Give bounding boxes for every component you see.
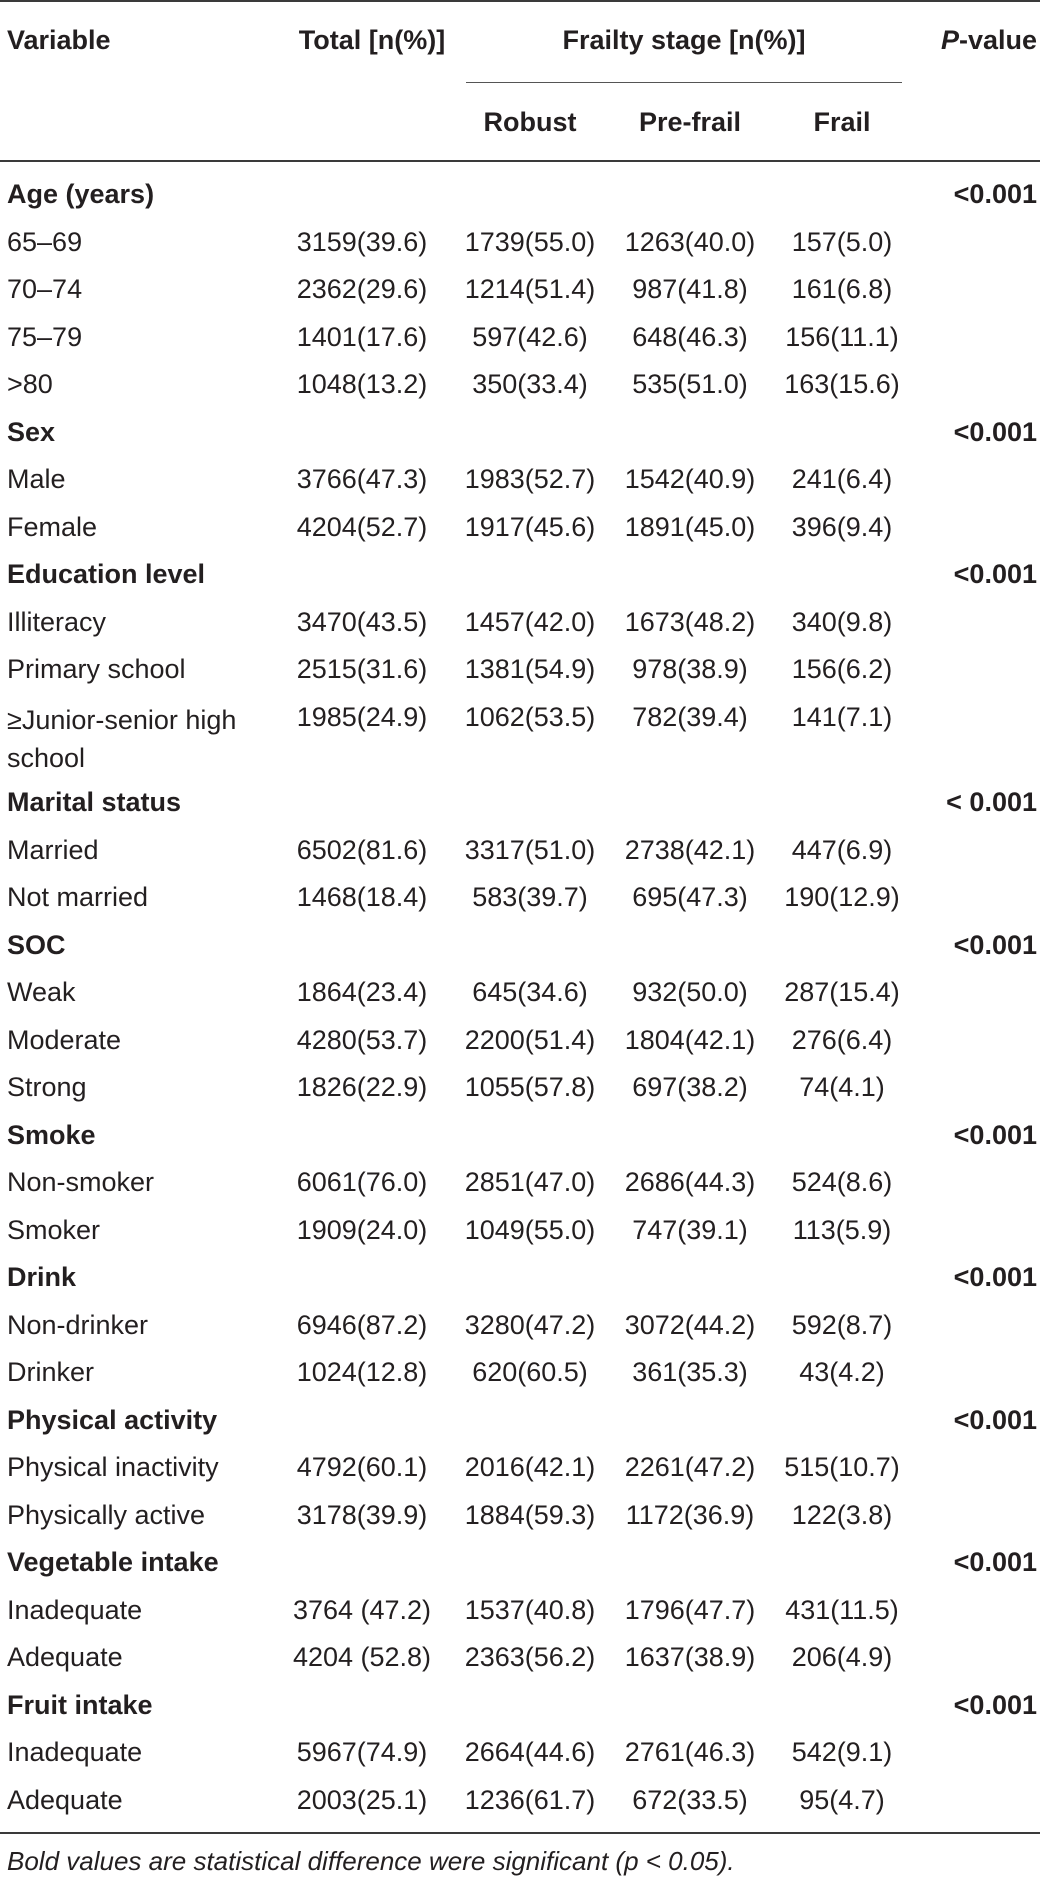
header-pvalue-p: P bbox=[940, 25, 959, 55]
section-title: Drink bbox=[7, 1262, 77, 1292]
cell-frail: 122(3.8) bbox=[791, 1499, 893, 1530]
header-robust: Robust bbox=[483, 107, 577, 137]
cell-prefrail: 1891(45.0) bbox=[624, 511, 756, 542]
section-title: Fruit intake bbox=[7, 1689, 153, 1720]
cell-robust: 3317(51.0) bbox=[464, 834, 596, 865]
cell-robust: 583(39.7) bbox=[472, 882, 588, 912]
row-label: ≥Junior-senior high school bbox=[7, 704, 237, 773]
cell-frail: 340(9.8) bbox=[791, 606, 893, 637]
cell-prefrail: 1637(38.9) bbox=[624, 1642, 756, 1672]
cell-robust: 1917(45.6) bbox=[464, 511, 596, 542]
cell-robust: 1055(57.8) bbox=[464, 1072, 596, 1102]
cell-frail: 396(9.4) bbox=[791, 511, 893, 542]
cell-frail: 287(15.4) bbox=[784, 977, 900, 1007]
row-label: Female bbox=[7, 511, 98, 542]
cell-prefrail: 3072(44.2) bbox=[624, 1309, 756, 1340]
row-label: 75–79 bbox=[7, 321, 83, 352]
row-label: Non-smoker bbox=[7, 1167, 155, 1197]
cell-frail: 43(4.2) bbox=[799, 1357, 885, 1387]
cell-robust: 1381(54.9) bbox=[464, 654, 596, 684]
cell-total: 1401(17.6) bbox=[296, 321, 428, 352]
cell-frail: 95(4.7) bbox=[799, 1784, 885, 1815]
frailty-span-rule bbox=[466, 82, 902, 83]
row-label: Physically active bbox=[7, 1499, 206, 1530]
cell-total: 1826(22.9) bbox=[296, 1072, 428, 1102]
cell-robust: 2851(47.0) bbox=[464, 1167, 596, 1197]
cell-total: 2003(25.1) bbox=[296, 1784, 428, 1815]
row-label: 65–69 bbox=[7, 226, 83, 257]
cell-prefrail: 932(50.0) bbox=[632, 977, 748, 1007]
section-pvalue: <0.001 bbox=[953, 179, 1037, 209]
bottom-rule bbox=[0, 1832, 1040, 1834]
cell-total: 2515(31.6) bbox=[296, 654, 428, 684]
section-title: Education level bbox=[7, 559, 206, 589]
cell-robust: 1983(52.7) bbox=[464, 464, 596, 494]
cell-frail: 515(10.7) bbox=[784, 1452, 900, 1482]
cell-total: 2362(29.6) bbox=[296, 274, 428, 304]
section-title: Smoke bbox=[7, 1119, 96, 1150]
cell-frail: 276(6.4) bbox=[791, 1024, 893, 1055]
cell-frail: 206(4.9) bbox=[791, 1642, 893, 1672]
row-label: Strong bbox=[7, 1072, 87, 1102]
cell-robust: 3280(47.2) bbox=[464, 1309, 596, 1340]
cell-total: 6946(87.2) bbox=[296, 1309, 428, 1340]
cell-prefrail: 987(41.8) bbox=[632, 274, 748, 304]
cell-frail: 431(11.5) bbox=[785, 1594, 899, 1625]
cell-prefrail: 697(38.2) bbox=[632, 1072, 748, 1102]
section-pvalue: <0.001 bbox=[953, 1119, 1037, 1150]
section-title: SOC bbox=[7, 929, 66, 960]
row-label: Drinker bbox=[7, 1357, 95, 1387]
cell-prefrail: 695(47.3) bbox=[632, 882, 748, 912]
row-label: Inadequate bbox=[7, 1737, 143, 1767]
cell-prefrail: 2261(47.2) bbox=[624, 1452, 756, 1482]
cell-prefrail: 1542(40.9) bbox=[624, 464, 756, 494]
cell-frail: 542(9.1) bbox=[791, 1737, 893, 1767]
cell-robust: 2016(42.1) bbox=[464, 1452, 596, 1482]
footnote: Bold values are statistical difference were significant (p < 0.05). bbox=[7, 1846, 735, 1876]
section-title: Physical activity bbox=[7, 1404, 218, 1435]
cell-total: 3470(43.5) bbox=[296, 606, 428, 637]
cell-robust: 2664(44.6) bbox=[464, 1737, 596, 1767]
cell-robust: 1062(53.5) bbox=[464, 701, 596, 732]
row-label: Primary school bbox=[7, 654, 186, 684]
section-pvalue: <0.001 bbox=[953, 1547, 1037, 1577]
cell-total: 1985(24.9) bbox=[296, 701, 428, 732]
header-total: Total [n(%)] bbox=[298, 25, 446, 55]
cell-total: 4792(60.1) bbox=[296, 1452, 428, 1482]
cell-frail: 190(12.9) bbox=[784, 882, 900, 912]
cell-total: 1024(12.8) bbox=[296, 1357, 428, 1387]
cell-prefrail: 1263(40.0) bbox=[624, 226, 756, 257]
row-label: Smoker bbox=[7, 1214, 101, 1245]
cell-frail: 113(5.9) bbox=[792, 1214, 892, 1245]
cell-total: 5967(74.9) bbox=[296, 1737, 428, 1767]
cell-robust: 350(33.4) bbox=[472, 369, 588, 399]
cell-robust: 1884(59.3) bbox=[464, 1499, 596, 1530]
header-pvalue bbox=[941, 24, 1037, 56]
section-pvalue: <0.001 bbox=[953, 1262, 1037, 1292]
header-rule bbox=[0, 160, 1040, 162]
cell-prefrail: 648(46.3) bbox=[632, 321, 748, 352]
cell-robust: 1537(40.8) bbox=[464, 1594, 596, 1625]
cell-prefrail: 1172(36.9) bbox=[625, 1499, 755, 1530]
cell-frail: 241(6.4) bbox=[791, 464, 893, 494]
cell-prefrail: 2738(42.1) bbox=[624, 834, 756, 865]
row-label: Inadequate bbox=[7, 1594, 143, 1625]
header-prefrail: Pre-frail bbox=[638, 107, 742, 137]
row-label: Married bbox=[7, 834, 99, 865]
section-title: Vegetable intake bbox=[7, 1547, 219, 1577]
cell-robust: 1236(61.7) bbox=[464, 1784, 596, 1815]
cell-prefrail: 978(38.9) bbox=[632, 654, 748, 684]
cell-total: 4204(52.7) bbox=[296, 511, 428, 542]
cell-prefrail: 2761(46.3) bbox=[624, 1737, 756, 1767]
cell-robust: 620(60.5) bbox=[472, 1357, 588, 1387]
section-pvalue: < 0.001 bbox=[946, 787, 1037, 817]
cell-frail: 141(7.1) bbox=[791, 701, 893, 732]
cell-frail: 592(8.7) bbox=[791, 1309, 893, 1340]
cell-frail: 156(6.2) bbox=[791, 654, 893, 684]
cell-total: 4204 (52.8) bbox=[292, 1642, 432, 1672]
header-pvalue-rest: -value bbox=[958, 25, 1037, 55]
cell-frail: 74(4.1) bbox=[799, 1072, 885, 1102]
cell-total: 6061(76.0) bbox=[296, 1167, 428, 1197]
section-title: Marital status bbox=[7, 787, 182, 817]
section-pvalue: <0.001 bbox=[953, 1404, 1037, 1435]
cell-total: 3766(47.3) bbox=[296, 464, 428, 494]
cell-robust: 645(34.6) bbox=[472, 977, 588, 1007]
cell-prefrail: 2686(44.3) bbox=[624, 1167, 756, 1197]
cell-robust: 2363(56.2) bbox=[464, 1642, 596, 1672]
cell-robust: 1457(42.0) bbox=[464, 606, 596, 637]
cell-prefrail: 361(35.3) bbox=[632, 1357, 748, 1387]
cell-total: 1909(24.0) bbox=[296, 1214, 428, 1245]
section-title: Age (years) bbox=[7, 179, 155, 209]
row-label: Male bbox=[7, 464, 66, 494]
section-pvalue: <0.001 bbox=[953, 559, 1037, 589]
section-pvalue: <0.001 bbox=[953, 416, 1037, 447]
header-variable: Variable bbox=[7, 25, 111, 55]
cell-frail: 163(15.6) bbox=[784, 369, 900, 399]
row-label: >80 bbox=[7, 369, 53, 399]
section-pvalue: <0.001 bbox=[953, 929, 1037, 960]
row-label: Illiteracy bbox=[7, 606, 107, 637]
row-label: Adequate bbox=[7, 1784, 123, 1815]
header-frail: Frail bbox=[813, 107, 871, 137]
cell-total: 3178(39.9) bbox=[296, 1499, 428, 1530]
top-rule bbox=[0, 0, 1040, 2]
cell-prefrail: 1796(47.7) bbox=[624, 1594, 756, 1625]
section-pvalue: <0.001 bbox=[953, 1689, 1037, 1720]
cell-prefrail: 1804(42.1) bbox=[624, 1024, 756, 1055]
cell-total: 1468(18.4) bbox=[296, 882, 428, 912]
cell-robust: 1739(55.0) bbox=[464, 226, 596, 257]
cell-total: 6502(81.6) bbox=[296, 834, 428, 865]
row-label: Adequate bbox=[7, 1642, 123, 1672]
cell-robust: 2200(51.4) bbox=[464, 1024, 596, 1055]
cell-total: 3159(39.6) bbox=[296, 226, 428, 257]
cell-frail: 447(6.9) bbox=[791, 834, 893, 865]
cell-total: 4280(53.7) bbox=[296, 1024, 428, 1055]
cell-frail: 157(5.0) bbox=[791, 226, 893, 257]
row-label: Non-drinker bbox=[7, 1309, 149, 1340]
row-label: Moderate bbox=[7, 1024, 122, 1055]
row-label: Weak bbox=[7, 977, 76, 1007]
cell-robust: 1049(55.0) bbox=[464, 1214, 596, 1245]
cell-robust: 597(42.6) bbox=[472, 321, 588, 352]
cell-prefrail: 747(39.1) bbox=[632, 1214, 748, 1245]
cell-prefrail: 1673(48.2) bbox=[624, 606, 756, 637]
cell-total: 3764 (47.2) bbox=[292, 1594, 432, 1625]
cell-frail: 161(6.8) bbox=[791, 274, 893, 304]
cell-frail: 524(8.6) bbox=[791, 1167, 893, 1197]
cell-prefrail: 672(33.5) bbox=[632, 1784, 748, 1815]
row-label: Not married bbox=[7, 882, 149, 912]
header-frailty-stage: Frailty stage [n(%)] bbox=[562, 25, 806, 55]
row-label: Physical inactivity bbox=[7, 1452, 219, 1482]
cell-prefrail: 535(51.0) bbox=[632, 369, 748, 399]
cell-prefrail: 782(39.4) bbox=[632, 701, 748, 732]
row-label: 70–74 bbox=[7, 274, 83, 304]
cell-frail: 156(11.1) bbox=[785, 321, 899, 352]
cell-robust: 1214(51.4) bbox=[464, 274, 596, 304]
section-title: Sex bbox=[7, 416, 56, 447]
cell-total: 1048(13.2) bbox=[296, 369, 428, 399]
cell-total: 1864(23.4) bbox=[296, 977, 428, 1007]
